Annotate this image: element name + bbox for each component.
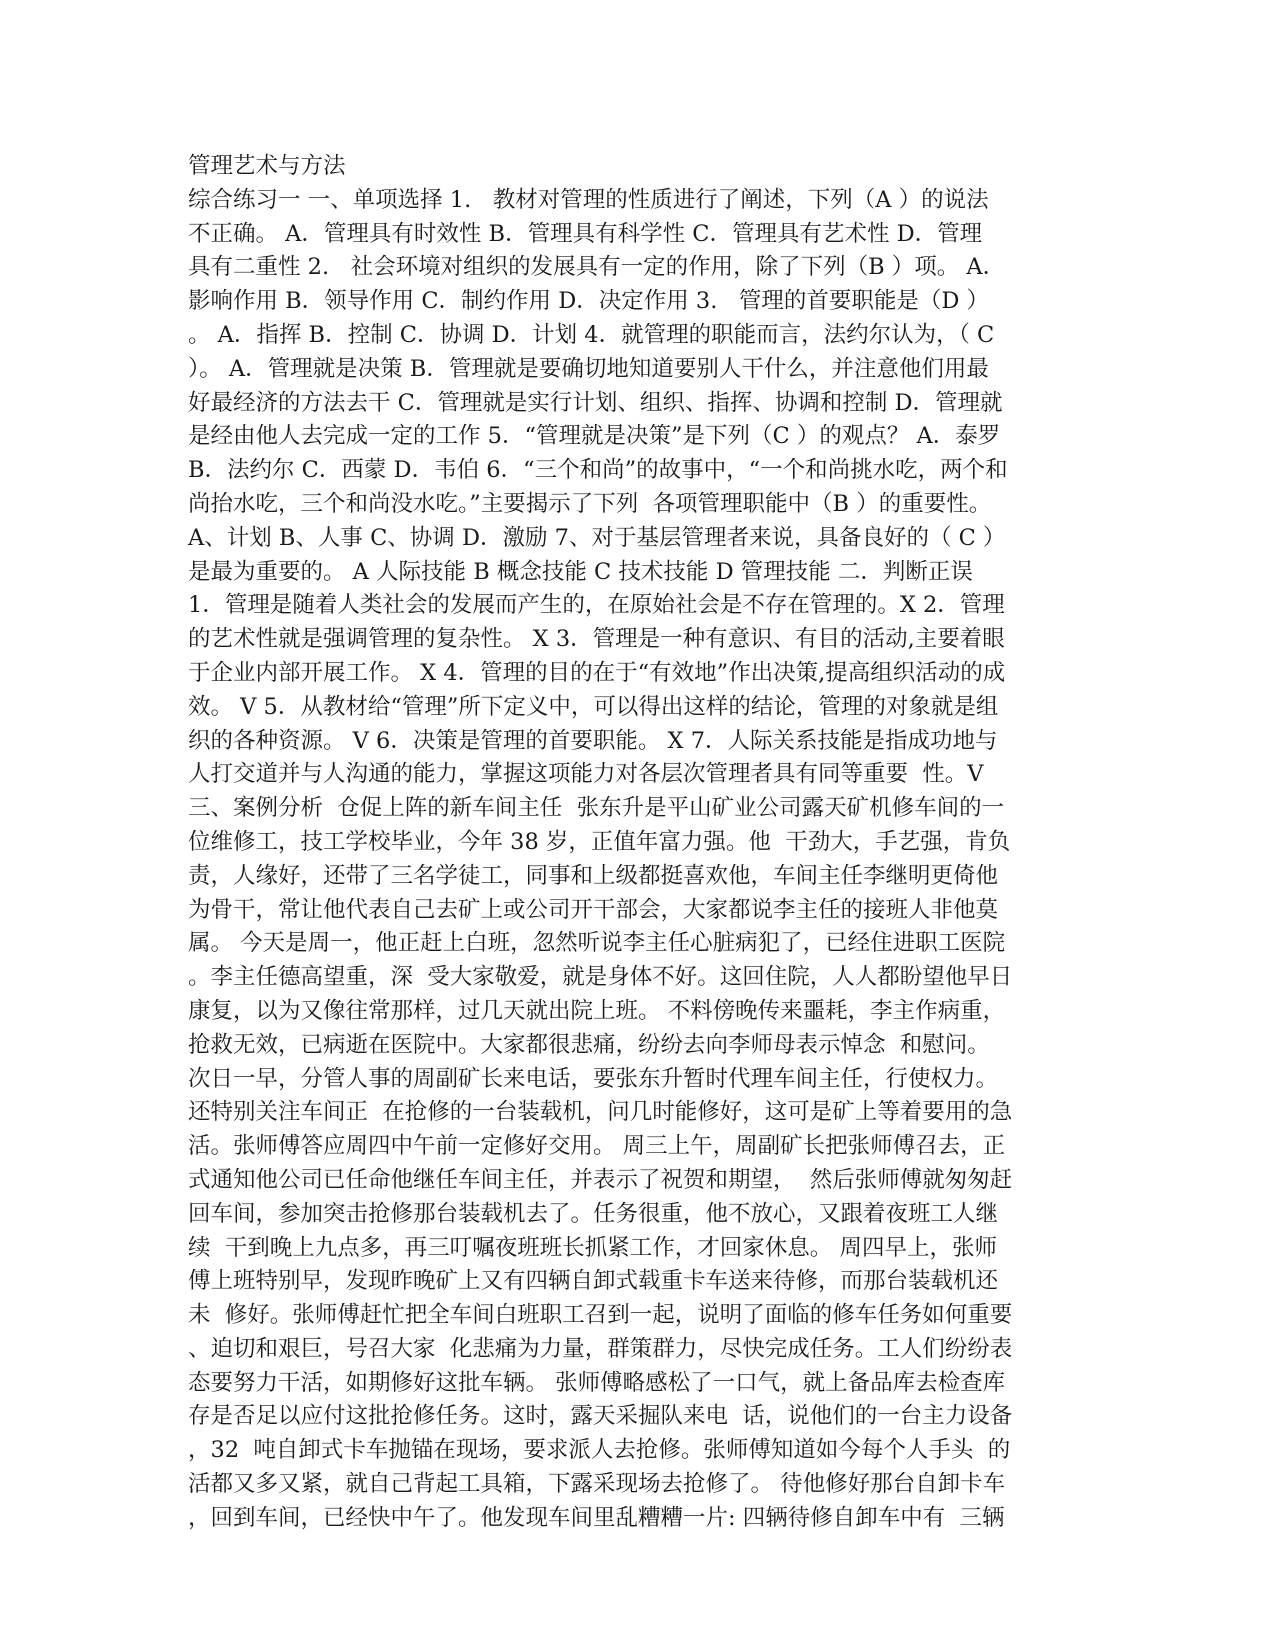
text-line: 1．管理是随着人类社会的发展而产生的，在原始社会是不存在管理的。X 2．管理 [188,592,1005,619]
text-line: 续 干到晚上九点多，再三叮嘱夜班班长抓紧工作，才回家休息。 周四早上，张师 [188,1234,997,1261]
text-line: 于企业内部开展工作。 X 4．管理的目的在于“有效地”作出决策,提高组织活动的成 [188,659,1006,686]
text-line: 式通知他公司已任命他继任车间主任，并表示了祝贺和期望， 然后张师傅就匆匆赶 [188,1166,1013,1193]
text-line: 抢救无效，已病逝在医院中。大家都很悲痛，纷纷去向李师母表示悼念 和慰问。 [188,1031,990,1058]
document-title: 管理艺术与方法 [188,153,346,179]
text-line: 回车间，参加突击抢修那台装载机去了。任务很重，他不放心，又跟着夜班工人继 [188,1200,999,1227]
text-line: 人打交道并与人沟通的能力，掌握这项能力对各层次管理者具有同等重要 性。V [188,761,984,788]
text-line: 织的各种资源。 V 6．决策是管理的首要职能。 X 7．人际关系技能是指成功地与 [188,727,998,754]
text-line: 为骨干，常让他代表自己去矿上或公司开干部会，大家都说李主任的接班人非他莫 [188,896,999,923]
text-line: 未 修好。张师傅赶忙把全车间白班职工召到一起，说明了面临的修车任务如何重要 [188,1302,1013,1329]
text-line: 影响作用 B．领导作用 C．制约作用 D．决定作用 3. 管理的首要职能是（D ） [188,288,990,315]
text-line: 存是否足以应付这批抢修任务。这时，露天采掘队来电 话，说他们的一台主力设备 [188,1403,1013,1430]
text-line: 、迫切和艰巨，号召大家 化悲痛为力量，群策群力，尽快完成任务。工人们纷纷表 [188,1335,1013,1362]
text-line: 是经由他人去完成一定的工作 5．“管理就是决策”是下列（C ）的观点？ A．泰罗 [188,423,1001,450]
text-line: 。李主任德高望重，深 受大家敬爱，就是身体不好。这回住院，人人都盼望他早日 [188,964,1013,991]
text-line: 。 A．指挥 B．控制 C．协调 D．计划 4．就管理的职能而言，法约尔认为，（ C [188,321,995,348]
text-line: 具有二重性 2. 社会环境对组织的发展具有一定的作用，除了下列（B ）项。 A． [188,254,1006,281]
text-line: 态要努力干活，如期修好这批车辆。 张师傅略感松了一口气，就上备品库去检查库 [188,1369,1006,1396]
text-line: 三、案例分析 仓促上阵的新车间主任 张东升是平山矿业公司露天矿机修车间的一 [188,795,1005,822]
text-line: 责，人缘好，还带了三名学徒工，同事和上级都挺喜欢他，车间主任李继明更倚他 [188,862,999,889]
text-line: 不正确。 A．管理具有时效性 B．管理具有科学性 C．管理具有艺术性 D．管理 [188,220,983,247]
text-line: 还特别关注车间正 在抢修的一台装载机，问几时能修好，这可是矿上等着要用的急 [188,1099,1013,1126]
text-line: 效。 V 5．从教材给“管理”所下定义中，可以得出这样的结论，管理的对象就是组 [188,693,999,720]
text-line: 尚抬水吃，三个和尚没水吃。”主要揭示了下列 各项管理职能中（B ）的重要性。 [188,490,992,517]
text-line: 综合练习一 一、单项选择 1. 教材对管理的性质进行了阐述，下列（A ）的说法 [188,186,989,213]
text-line: ）。 A．管理就是决策 B．管理就是要确切地知道要别人干什么，并注意他们用最 [188,355,989,382]
text-line: ，32 吨自卸式卡车抛锚在现场，要求派人去抢修。张师傅知道如今每个人手头 的 [188,1437,1011,1464]
text-line: 活。张师傅答应周四中午前一定修好交用。 周三上午，周副矿长把张师傅召去，正 [188,1133,1006,1160]
text-line: B．法约尔 C．西蒙 D．韦伯 6．“三个和尚”的故事中，“一个和尚挑水吃，两个和 [188,457,1008,484]
text-line: 属。 今天是周一，他正赶上白班，忽然听说李主任心脏病犯了，已经住进职工医院 [188,930,1006,957]
text-line: 是最为重要的。 A 人际技能 B 概念技能 C 技术技能 D 管理技能 二．判断正误 [188,558,973,585]
text-line: 的艺术性就是强调管理的复杂性。 X 3．管理是一种有意识、有目的活动,主要着眼 [188,626,1005,653]
text-line: A、计划 B、人事 C、协调 D．激励 7、对于基层管理者来说，具备良好的（ C ） [188,524,1006,551]
document-body [188,150,1088,1536]
text-line: 次日一早，分管人事的周副矿长来电话，要张东升暂时代理车间主任，行使权力。 [188,1065,999,1092]
text-line: 位维修工，技工学校毕业，今年 38 岁，正值年富力强。他 干劲大，手艺强，肯负 [188,828,1011,855]
text-line: 活都又多又紧，就自己背起工具箱，下露采现场去抢修了。 待他修好那台自卸卡车 [188,1471,1006,1498]
text-line: ，回到车间，已经快中午了。他发现车间里乱糟糟一片: 四辆待修自卸车中有 三辆 [188,1504,1005,1531]
text-line: 好最经济的方法去干 C．管理就是实行计划、组织、指挥、协调和控制 D．管理就 [188,389,1003,416]
text-line: 傅上班特别早，发现昨晚矿上又有四辆自卸式载重卡车送来待修，而那台装载机还 [188,1268,999,1295]
text-line: 康复，以为又像往常那样，过几天就出院上班。 不料傍晚传来噩耗，李主作病重， [188,997,1006,1024]
